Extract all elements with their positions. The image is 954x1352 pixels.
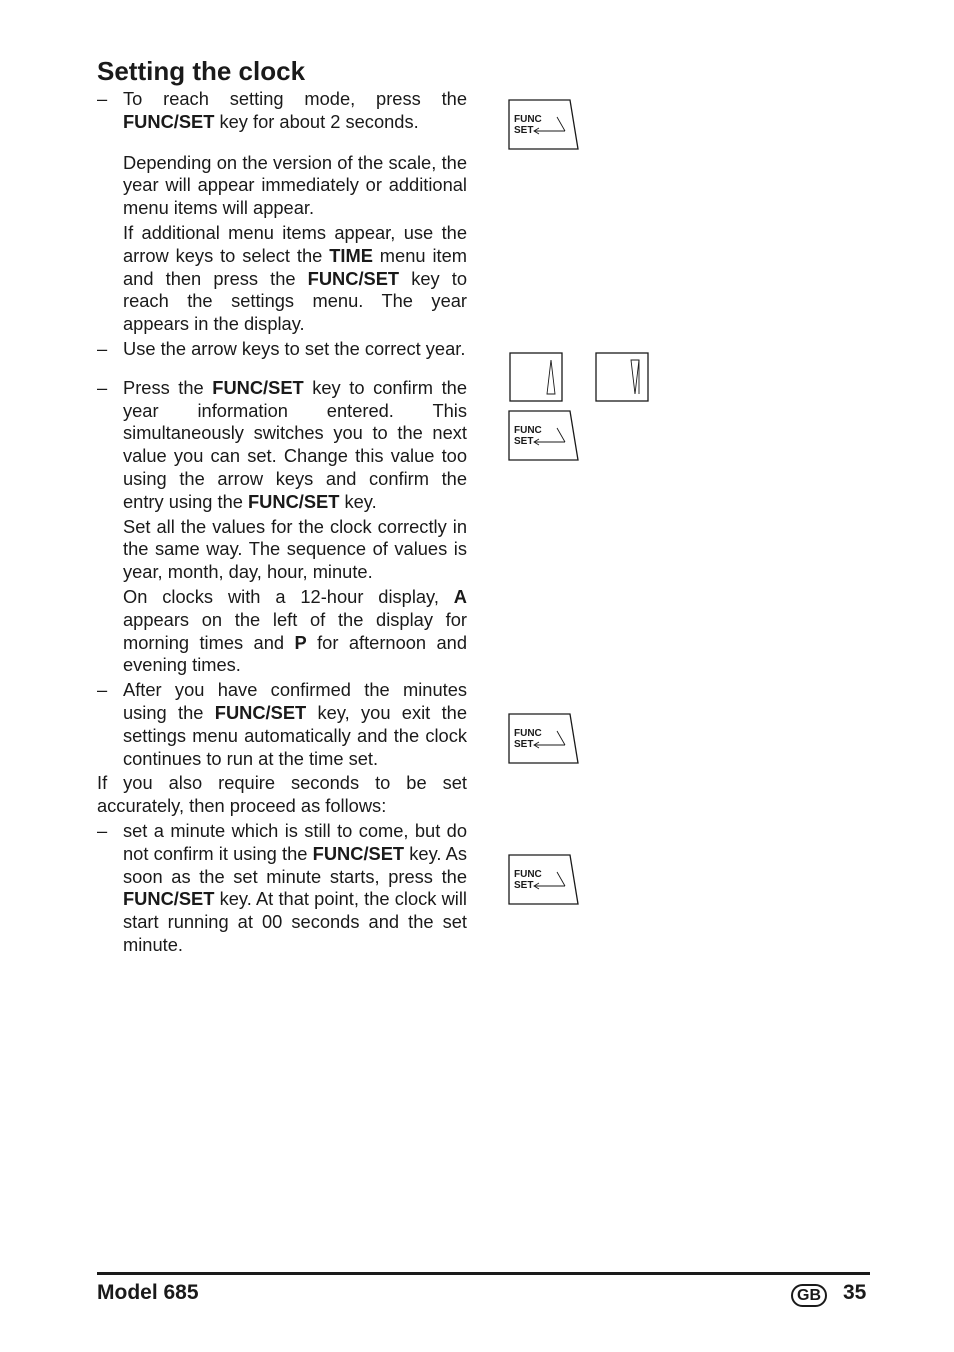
paragraph xyxy=(123,820,467,957)
text-run: Depending on the version of the scale, the year will appear immediately or additional menu items will appear. xyxy=(123,151,467,219)
text-run: key for about 2 seconds. xyxy=(214,110,419,132)
func-set-key-icon xyxy=(508,410,580,462)
list-item xyxy=(97,820,467,957)
text-run: menu item and then press the xyxy=(123,244,467,289)
dash: – xyxy=(97,376,108,398)
text-run: Use the arrow keys to set the correct year. xyxy=(123,337,466,359)
func-label: FUNC xyxy=(514,425,542,436)
func-set-key-icon xyxy=(508,713,580,765)
func-label: FUNC xyxy=(514,728,542,739)
text-run: appears on the left of the display for morning times and xyxy=(123,608,467,653)
text-run: key to confirm the year information entered. This simultaneously switches you to the next value you can set. Change this value too using the arrow keys and confirm the entry using the xyxy=(123,376,467,512)
func-label: FUNC xyxy=(514,869,542,880)
menu-item-name: TIME xyxy=(329,244,373,266)
list-item xyxy=(97,679,467,770)
text-run: Press the xyxy=(123,376,213,398)
key-name: FUNC/SET xyxy=(312,842,405,864)
paragraph xyxy=(97,772,467,818)
text-run: key. As soon as the set minute starts, press the xyxy=(123,842,467,887)
dash: – xyxy=(97,679,108,701)
arrow-down-key-icon xyxy=(595,352,650,403)
text-run: If you also require seconds to be set accurately, then proceed as follows: xyxy=(97,772,467,817)
page-title: Setting the clock xyxy=(97,56,306,86)
key-name: FUNC/SET xyxy=(214,701,307,723)
paragraph xyxy=(123,88,467,134)
dash: – xyxy=(97,819,108,841)
func-label: FUNC xyxy=(514,114,542,125)
instructions xyxy=(97,88,467,957)
key-name: FUNC/SET xyxy=(123,888,215,910)
arrow-up-key-icon xyxy=(509,352,564,403)
text-run: key, you exit the settings menu automatically and the clock continues to run at the time set. xyxy=(123,701,468,769)
set-label: SET xyxy=(514,739,534,750)
footer-divider xyxy=(97,1272,870,1275)
key-name: FUNC/SET xyxy=(212,376,304,398)
paragraph xyxy=(97,222,467,336)
list-item xyxy=(97,377,467,514)
text-run: key to reach the settings menu. The year appears in the display. xyxy=(123,267,468,335)
text-run: key. At that point, the clock will start running at 00 seconds and the set minute. xyxy=(123,888,467,955)
paragraph xyxy=(97,152,467,220)
paragraph xyxy=(97,516,467,584)
text-run: Set all the values for the clock correctly in the same way. The sequence of values is year, month, day, hour, minute. xyxy=(123,515,467,583)
key-name: FUNC/SET xyxy=(307,267,400,289)
text-run: for afternoon and evening times. xyxy=(123,631,467,676)
dash: – xyxy=(97,88,108,109)
page-number: 35 xyxy=(843,1281,867,1304)
text-run: key. xyxy=(339,490,377,512)
set-label: SET xyxy=(514,880,534,891)
paragraph xyxy=(97,586,467,677)
language-badge: GB xyxy=(791,1284,827,1307)
text-run: If additional menu items appear, use the arrow keys to select the xyxy=(123,221,467,266)
indicator-letter: P xyxy=(294,631,307,653)
key-name: FUNC/SET xyxy=(248,490,340,512)
text-run: On clocks with a 12-hour display, xyxy=(123,585,454,607)
set-label: SET xyxy=(514,436,534,447)
footer-model: Model 685 xyxy=(97,1281,199,1304)
list-item xyxy=(97,88,467,134)
func-set-key-icon xyxy=(508,854,580,906)
set-label: SET xyxy=(514,125,534,136)
indicator-letter: A xyxy=(453,585,467,607)
func-set-key-icon xyxy=(508,99,580,151)
list-item xyxy=(97,338,467,361)
paragraph xyxy=(123,338,467,361)
key-name: FUNC/SET xyxy=(123,110,215,132)
paragraph xyxy=(123,377,467,514)
text-run: After you have confirmed the minutes using the xyxy=(123,679,467,723)
paragraph xyxy=(123,679,467,770)
text-run: set a minute which is still to come, but do not confirm it using the xyxy=(123,819,467,864)
dash: – xyxy=(97,337,108,359)
text-run: To reach setting mode, press the xyxy=(123,88,467,109)
